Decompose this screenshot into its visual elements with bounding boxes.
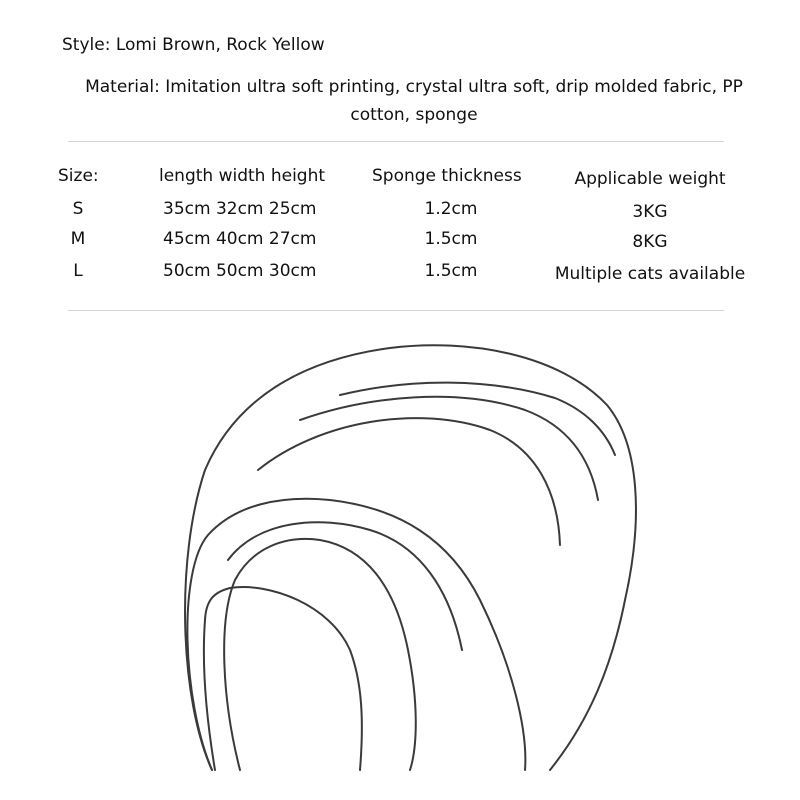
material-line-1: Material: Imitation ultra soft printing, crystal ultra soft, drip molded fabric, PP [85, 77, 743, 97]
header-size: Size: [58, 166, 99, 186]
row-sponge: 1.5cm [424, 261, 478, 281]
row-sponge: 1.2cm [424, 199, 478, 219]
row-weight: 3KG [632, 202, 668, 222]
row-dimensions: 35cm 32cm 25cm [163, 199, 317, 219]
row-size: L [73, 261, 83, 281]
row-size: S [72, 199, 84, 219]
row-dimensions: 45cm 40cm 27cm [163, 229, 317, 249]
header-sponge-thickness: Sponge thickness [372, 166, 522, 186]
header-applicable-weight: Applicable weight [574, 169, 726, 189]
header-dimensions: length width height [159, 166, 326, 186]
row-weight: Multiple cats available [554, 264, 746, 284]
row-weight: 8KG [632, 232, 668, 252]
row-size: M [70, 229, 86, 249]
row-sponge: 1.5cm [424, 229, 478, 249]
style-text: Style: Lomi Brown, Rock Yellow [62, 35, 325, 55]
row-dimensions: 50cm 50cm 30cm [163, 261, 317, 281]
material-line-2: cotton, sponge [350, 105, 478, 125]
